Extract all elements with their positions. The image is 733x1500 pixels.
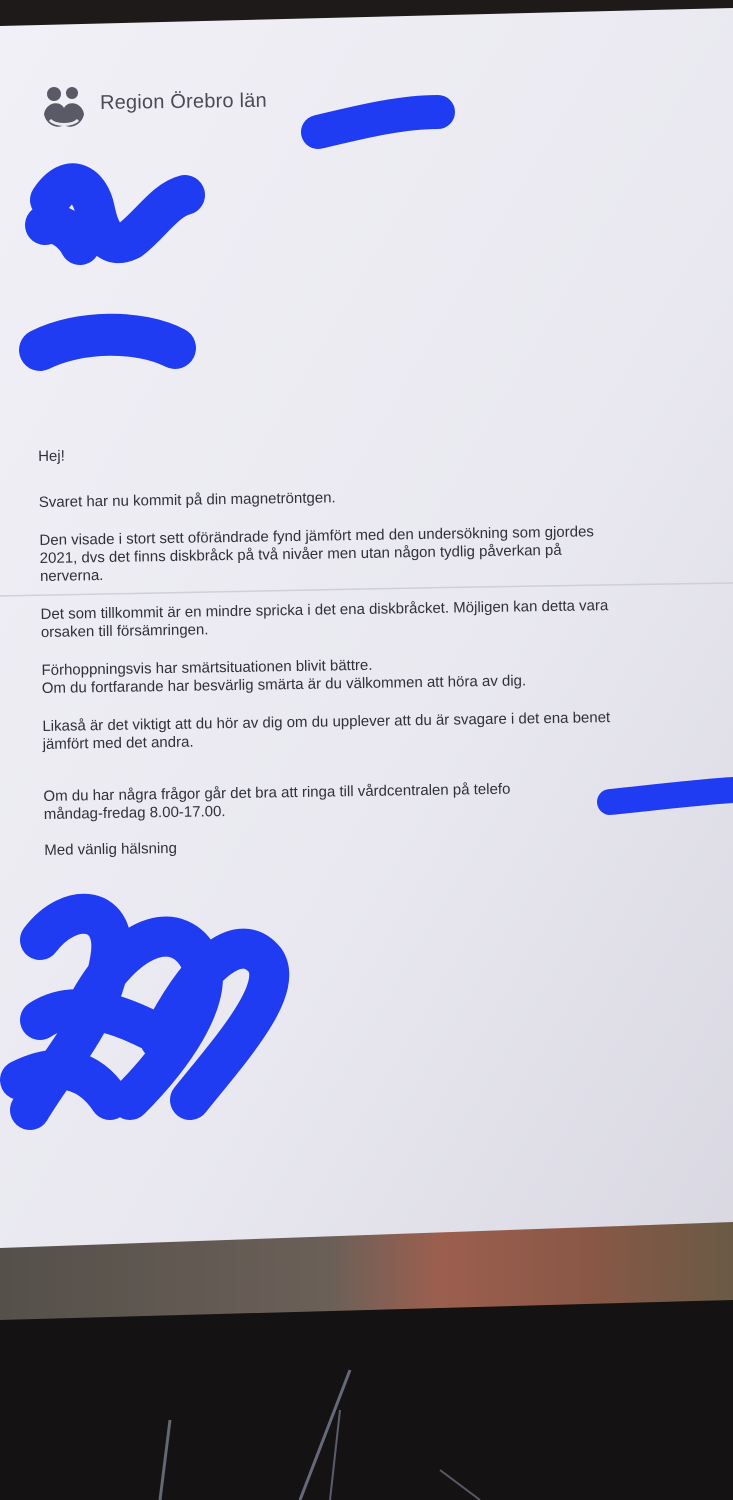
paragraph-findings: Den visade i stort sett oförändrade fynd jämfört med den undersökning som gjordes 2021, dvs det finns diskbråck på två nivåer men utan någon tydlig påverkan på nerverna. <box>39 523 594 585</box>
greeting: Hej! <box>38 447 65 465</box>
paragraph-contact: Om du har några frågor går det bra att ringa till vårdcentralen på telefo måndag-fredag 8.00-17.00. <box>43 780 511 823</box>
closing: Med vänlig hälsning <box>44 839 178 859</box>
paragraph-result: Svaret har nu kommit på din magnetröntgen. <box>38 489 336 511</box>
paragraph-crack: Det som tillkommit är en mindre spricka i det ena diskbråcket. Möjligen kan detta vara orsaken till försämringen. <box>40 597 609 641</box>
paragraph-weakness: Likaså är det viktigt att du hör av dig om du upplever att du är svagare i det ena benet jämfört med det andra. <box>42 709 611 753</box>
letter-body <box>38 437 724 860</box>
paragraph-pain: Förhoppningsvis har smärtsituationen blivit bättre. Om du fortfarande har besvärlig smärta är du välkommen att höra av dig. <box>41 656 527 697</box>
people-logo-icon <box>38 84 90 136</box>
organization-name: Region Örebro län <box>99 89 267 114</box>
